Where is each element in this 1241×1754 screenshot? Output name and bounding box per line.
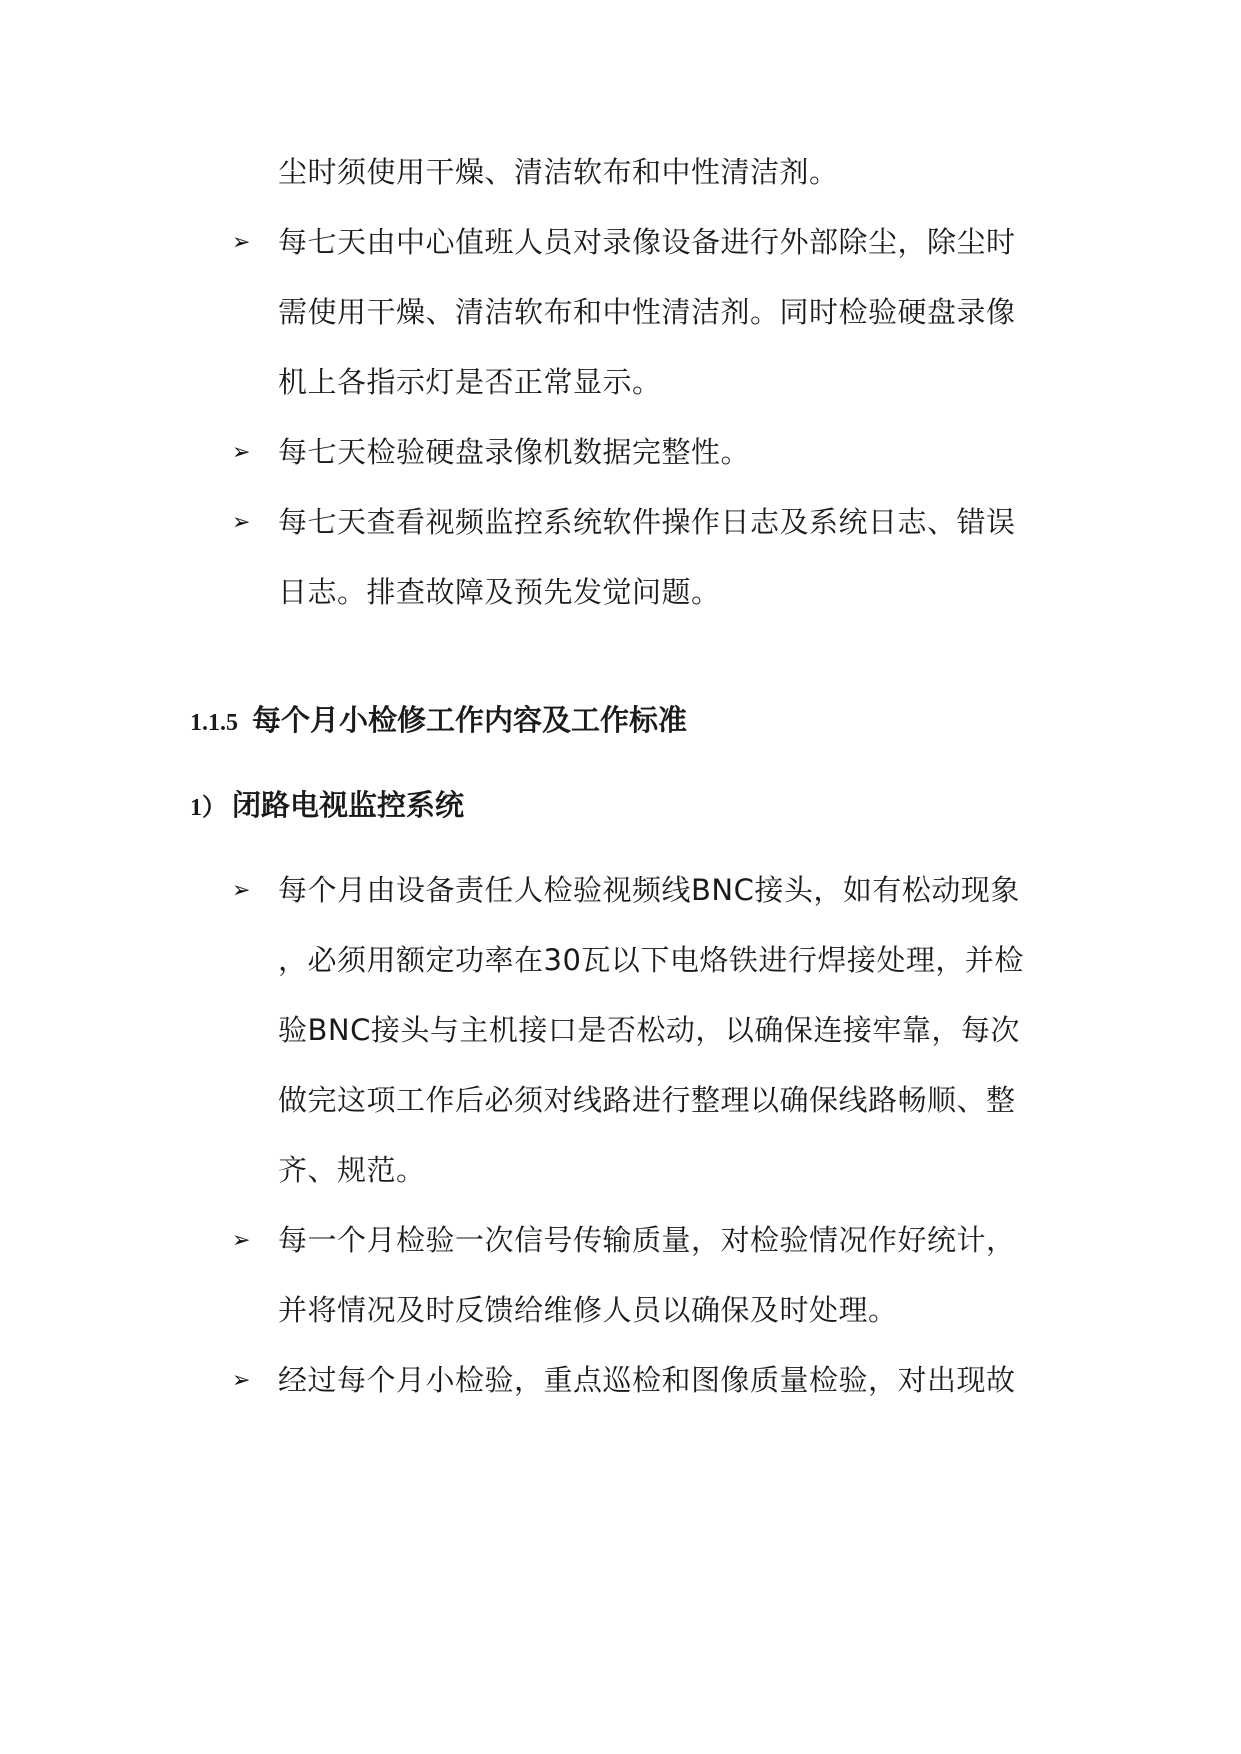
section-number: 1.1.5 [190,710,238,736]
bullet-arrow-icon: ➢ [232,510,251,535]
bullet-arrow-icon: ➢ [232,1228,251,1253]
list-item-line: 齐、规范。 [278,1153,426,1187]
bullet-arrow-icon: ➢ [232,1368,251,1393]
list-item-line: 每七天查看视频监控系统软件操作日志及系统日志、错误 [278,505,1016,539]
bullet-arrow-icon: ➢ [232,878,251,903]
list-item-line: ，必须用额定功率在30瓦以下电烙铁进行焊接处理，并检 [278,943,1024,977]
bullet-arrow-icon: ➢ [232,440,251,465]
list-item-line: 每一个月检验一次信号传输质量，对检验情况作好统计， [278,1223,1016,1257]
list-item-line: 经过每个月小检验，重点巡检和图像质量检验，对出现故 [278,1363,1016,1397]
paragraph-line: 尘时须使用干燥、清洁软布和中性清洁剂。 [278,155,839,189]
list-item-line: 每七天检验硬盘录像机数据完整性。 [278,435,751,469]
list-item-line: 做完这项工作后必须对线路进行整理以确保线路畅顺、整 [278,1083,1016,1117]
list-item-line: 机上各指示灯是否正常显示。 [278,365,662,399]
bullet-arrow-icon: ➢ [232,230,251,255]
list-item-line: 日志。排查故障及预先发觉问题。 [278,575,721,609]
list-item-line: 并将情况及时反馈给维修人员以确保及时处理。 [278,1293,898,1327]
list-item-line: 每个月由设备责任人检验视频线BNC接头，如有松动现象 [278,873,1020,907]
list-item-line: 需使用干燥、清洁软布和中性清洁剂。同时检验硬盘录像 [278,295,1016,329]
subsection-heading [190,785,464,828]
list-item-line: 每七天由中心值班人员对录像设备进行外部除尘，除尘时 [278,225,1016,259]
list-item-line: 验BNC接头与主机接口是否松动，以确保连接牢靠，每次 [278,1013,1020,1047]
subsection-number: 1） [190,795,226,821]
section-heading [190,700,687,743]
subsection-title: 闭路电视监控系统 [232,788,465,822]
section-title: 每个月小检修工作内容及工作标准 [252,703,688,737]
